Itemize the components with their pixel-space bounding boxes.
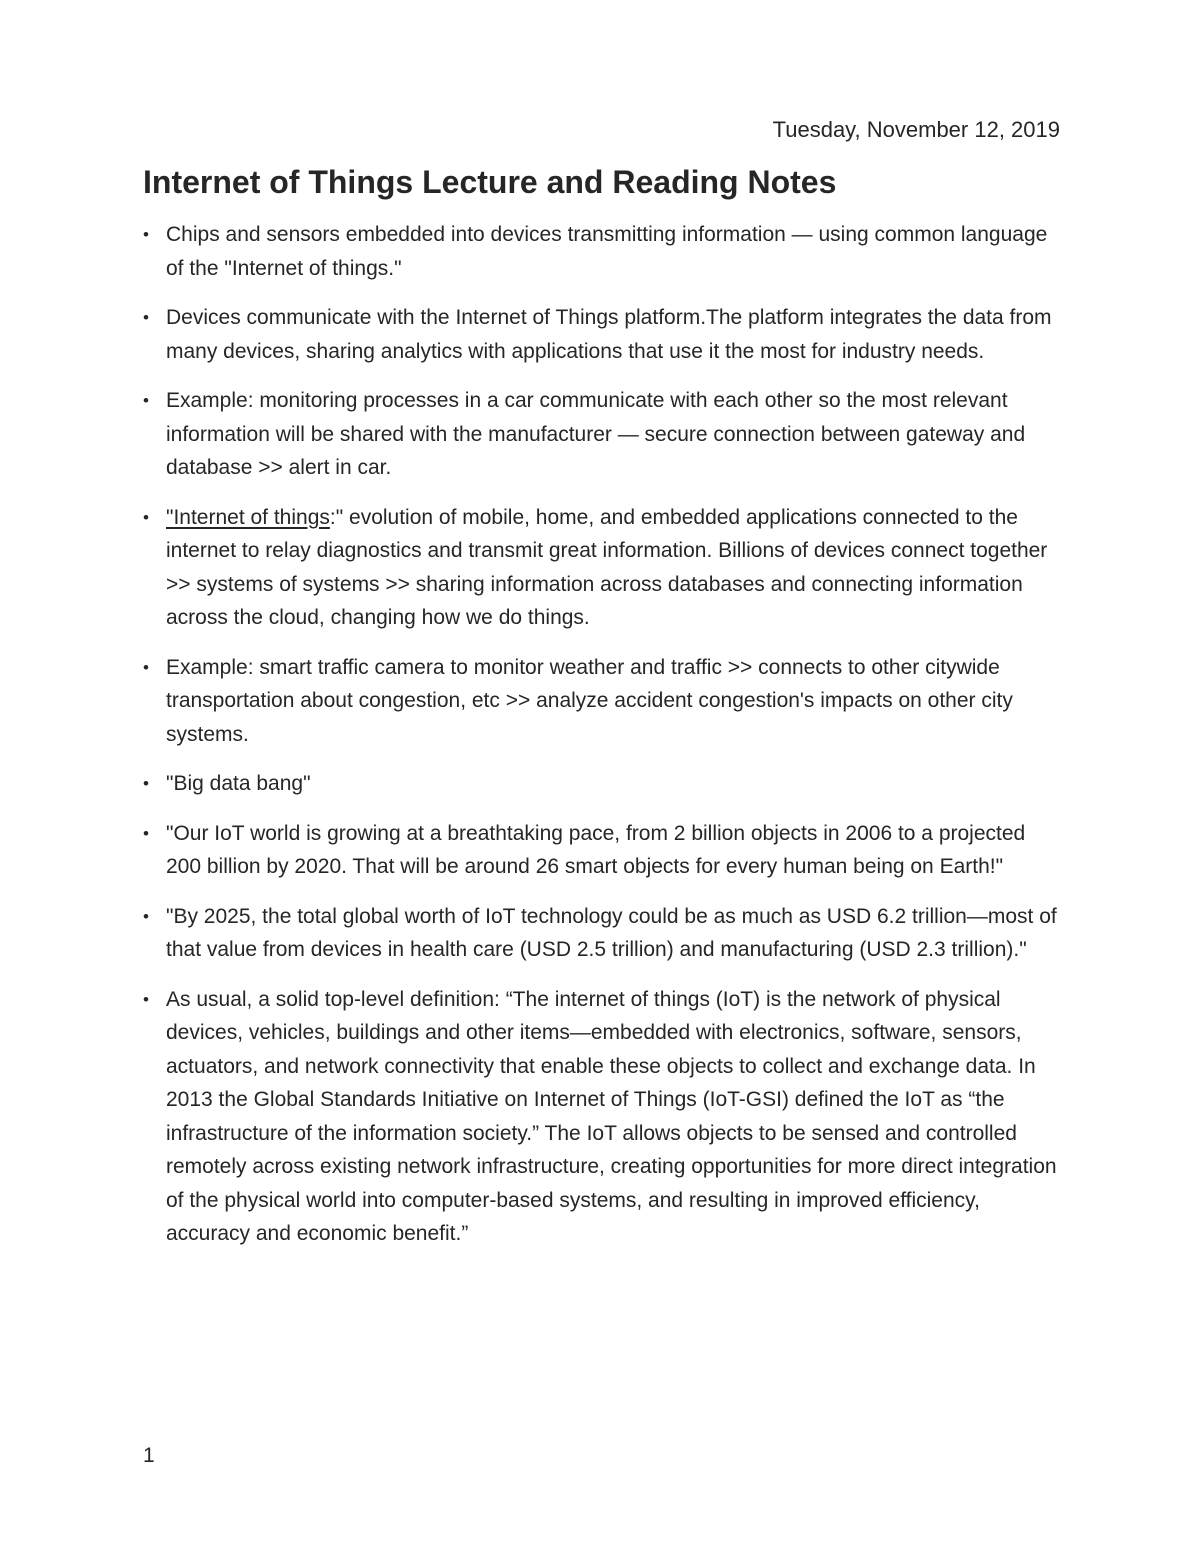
- note-text: "Big data bang": [166, 772, 311, 795]
- note-text: Example: smart traffic camera to monitor weather and traffic >> connects to other citywide transportation about congestion, etc >> analyze accident congestion's impacts on other city systems.: [166, 655, 1013, 746]
- bullet-icon: •: [143, 989, 149, 1009]
- bullet-icon: •: [143, 225, 149, 244]
- document-date: Tuesday, November 12, 2019: [772, 117, 1060, 142]
- note-item: [143, 983, 1063, 1251]
- note-item: [143, 767, 1063, 801]
- note-item: [143, 301, 1063, 368]
- bullet-icon: •: [143, 657, 149, 677]
- notes-list: [143, 218, 1063, 1267]
- note-item: [143, 501, 1063, 635]
- defined-term: "Internet of things: [166, 505, 330, 529]
- note-item: [143, 817, 1063, 884]
- bullet-icon: •: [143, 906, 149, 926]
- note-text: Chips and sensors embedded into devices transmitting information — using common language of the "Internet of things.": [166, 223, 1048, 280]
- bullet-icon: •: [143, 823, 149, 843]
- note-text: "Our IoT world is growing at a breathtaking pace, from 2 billion objects in 2006 to a projected 200 billion by 2020. That will be around 26 smart objects for every human being on Earth!": [166, 821, 1026, 878]
- bullet-icon: •: [143, 308, 149, 327]
- bullet-icon: •: [143, 774, 149, 793]
- note-text: As usual, a solid top-level definition: “The internet of things (IoT) is the network of physical devices, vehicles, buildings and other items—embedded with electronics, software, sensors, actuators, and network connectivity that enable these objects to collect and exchange data. In 2013 the Global Standards Initiative on Internet of Things (IoT-GSI) defined the IoT as “the infrastructure of the information society.” The IoT allows objects to be sensed and controlled remotely across existing network infrastructure, creating opportunities for more direct integration of the physical world into computer-based systems, and resulting in improved efficiency, accuracy and economic benefit.”: [166, 987, 1057, 1245]
- bullet-icon: •: [143, 391, 149, 410]
- note-text: Example: monitoring processes in a car communicate with each other so the most relevant information will be shared with the manufacturer — secure connection between gateway and database >> alert in car.: [166, 389, 1026, 479]
- note-item: [143, 218, 1063, 285]
- note-text: Devices communicate with the Internet of Things platform.The platform integrates the data from many devices, sharing analytics with applications that use it the most for industry needs.: [166, 306, 1052, 363]
- document-title: Internet of Things Lecture and Reading Notes: [143, 164, 837, 200]
- note-item: [143, 651, 1063, 752]
- note-text: :" evolution of mobile, home, and embedded applications connected to the internet to relay diagnostics and transmit great information. Billions of devices connect together >> systems of systems >> sharing information across databases and connecting information across the cloud, changing how we do things.: [166, 505, 1048, 629]
- note-text: "By 2025, the total global worth of IoT technology could be as much as USD 6.2 trillion—most of that value from devices in health care (USD 2.5 trillion) and manufacturing (USD 2.3 trillion).": [166, 904, 1057, 961]
- note-item: [143, 900, 1063, 967]
- note-item: [143, 384, 1063, 485]
- bullet-icon: •: [143, 507, 149, 527]
- page-number: 1: [143, 1444, 155, 1467]
